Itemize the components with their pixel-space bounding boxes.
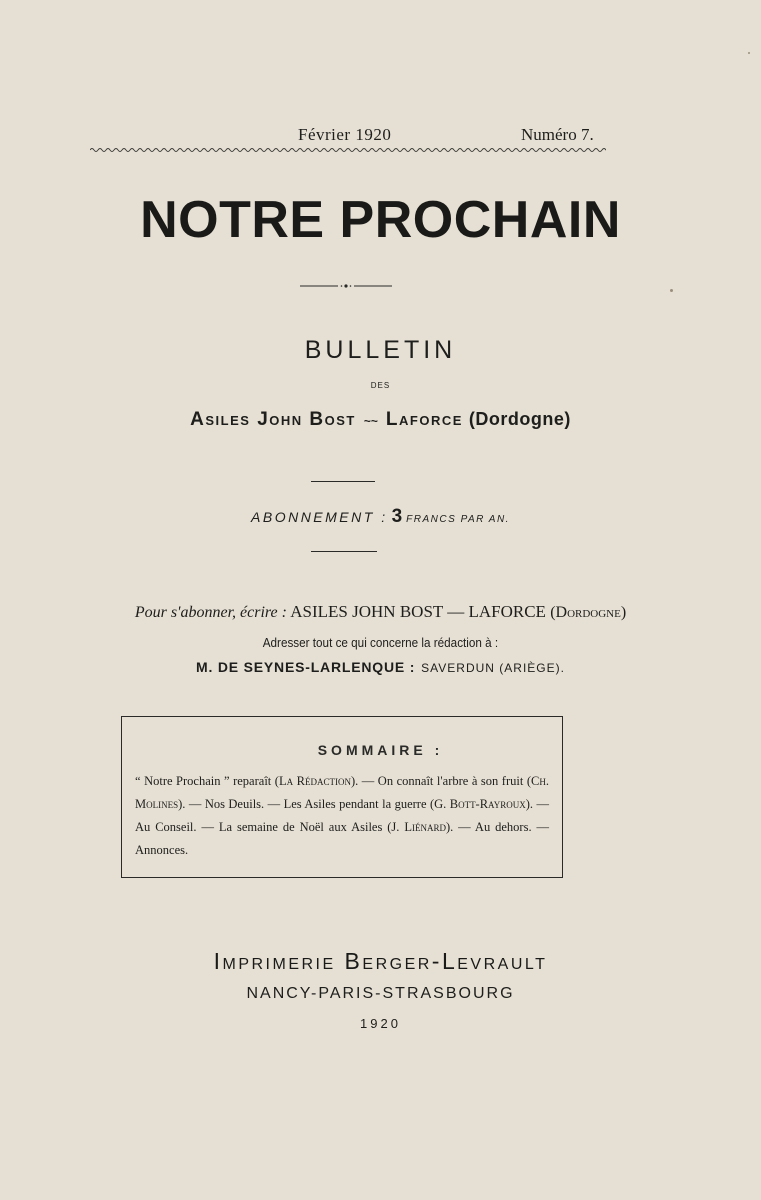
contents-segment: ). — Nos Deuils. — Les Asiles pendant la guerre ( (178, 797, 435, 811)
title-ornament (300, 280, 392, 292)
divider-rule (311, 481, 375, 482)
wavy-rule (90, 143, 606, 157)
issue-number: Numéro 7. (521, 125, 594, 144)
divider-rule (311, 551, 377, 552)
contents-title: SOMMAIRE : (317, 742, 444, 758)
print-year: 1920 (360, 1016, 401, 1031)
contents-text (135, 770, 549, 862)
subscription-unit: FRANCS PAR AN. (406, 514, 510, 525)
editor-line (0, 659, 761, 675)
bulletin-label: BULLETIN (304, 336, 457, 364)
issue-date: Février 1920 (298, 125, 392, 144)
contents-author: J. Liénard (391, 820, 446, 834)
institution-name: Asiles John Bost (190, 409, 356, 430)
journal-title: NOTRE PROCHAIN (140, 191, 621, 249)
editor-place: SAVERDUN (ARIÈGE). (421, 661, 565, 675)
paper-speck (670, 289, 673, 292)
subscribe-line (0, 602, 761, 622)
subscribe-prefix: Pour s'abonner, écrire : (134, 604, 287, 621)
contents-segment: ). — Au dehors. — Annonces. (135, 820, 549, 857)
contents-author: G. Bott-Rayroux (434, 797, 526, 811)
printer-name: Imprimerie Berger-Levrault (213, 948, 548, 974)
institution-region: (Dordogne) (468, 409, 571, 429)
contents-author: La Rédaction (278, 774, 351, 788)
contents-segment: ). — On connaît l'arbre à son fruit ( (350, 774, 532, 788)
editor-name: M. DE SEYNES-LARLENQUE : (196, 659, 416, 675)
tilde-separator: ~~ (363, 414, 378, 428)
subscription-label: ABONNEMENT : (251, 509, 388, 525)
printer-cities: NANCY-PARIS-STRASBOURG (246, 985, 515, 1002)
contents-segment: ). — Au Conseil. — La semaine de Noël aux Asiles ( (135, 797, 549, 834)
subscribe-address: ASILES JOHN BOST — LAFORCE (290, 602, 546, 621)
contents-author: Ch. Molines (135, 774, 549, 811)
subscribe-region: (Dordogne) (550, 604, 627, 621)
subscription-amount: 3 (391, 506, 403, 527)
subscription-line (0, 506, 761, 528)
institution-location: Laforce (385, 409, 463, 430)
contents-segment: “ Notre Prochain ” reparaît ( (135, 774, 279, 788)
des-label: DES (370, 381, 391, 390)
institution-line (0, 409, 761, 431)
paper-speck (748, 52, 750, 54)
editorial-note: Adresser tout ce qui concerne la rédaction à : (262, 635, 499, 650)
